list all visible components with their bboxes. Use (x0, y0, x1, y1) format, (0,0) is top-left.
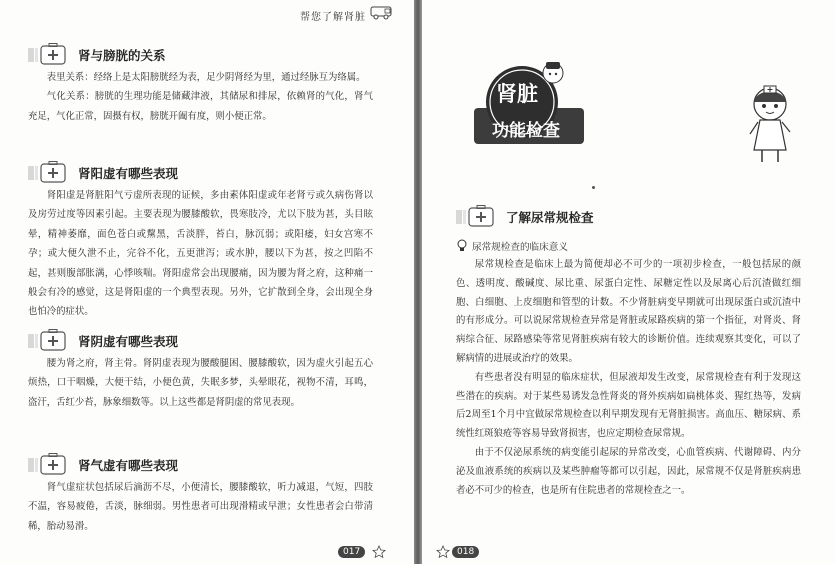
nurse-cartoon-icon (740, 82, 800, 164)
section-kidney-qi-deficiency (28, 452, 373, 536)
first-aid-kit-icon (28, 43, 72, 67)
lightbulb-icon (456, 239, 468, 253)
section-title: 肾与膀胱的关系 (28, 42, 373, 68)
running-header: 帮您了解肾脏 (300, 12, 366, 23)
doctor-cap-icon (540, 58, 566, 84)
paragraph: 表里关系：经络上是太阳膀胱经为表，足少阴肾经为里，通过经脉互为络属。 (46, 72, 366, 83)
star-icon (436, 545, 450, 559)
paragraph: 肾阳虚是肾脏阳气亏虚所表现的证候，多由素体阳虚或年老肾亏或久病伤肾以及房劳过度等因素引起。主要表现为腰膝酸软，畏寒肢冷，尤以下肢为甚，头目眩晕，精神萎靡，面色苍白或黧黑，舌淡胖，苔白，脉沉弱；或阳痿，妇女宫寒不孕；或大便久泄不止，完谷不化，五更泄泻；或水肿，腰以下为甚，按之凹陷不起，甚则腹部胀满，心悸咳喘。肾阳虚常会出现腰痛，因为腰为肾之府，这种痛一般会有冷的感觉，这是肾阳虚的一个典型表现。另外，它扩散到全身，会出现全身也怕冷的症状。 (28, 190, 373, 318)
left-page (0, 0, 414, 564)
first-aid-kit-icon (28, 329, 72, 353)
section-kidney-bladder (28, 42, 373, 126)
decorative-dot (592, 186, 595, 189)
sub-heading: 尿常规检查的临床意义 (456, 236, 801, 256)
section-title: 肾阴虚有哪些表现 (28, 328, 373, 354)
paragraph: 有些患者没有明显的临床症状，但尿液却发生改变，尿常规检查有利于发现这些潜在的疾病。对于某些易诱发急性肾炎的肾外疾病如扁桃体炎、猩红热等，发病后2周至1个月中宜做尿常规检查以利早期发现有无肾脏损害。高血压、糖尿病、系统性红斑狼疮等容易导致肾损害，也应定期检查尿常规。 (456, 371, 801, 440)
van-icon (370, 4, 396, 20)
paragraph: 由于不仅泌尿系统的病变能引起尿的异常改变，心血管疾病、代谢障碍、内分泌及血液系统的疾病以及某些肿瘤等都可以引起，因此，尿常规不仅是肾脏疾病患者必不可少的检查，也是所有住院患者的常规检查之一。 (456, 446, 801, 496)
star-icon (372, 545, 386, 559)
chapter-subtitle: 功能检查 (492, 121, 560, 141)
paragraph: 气化关系：膀胱的生理功能是储藏津液，其储尿和排尿，依赖肾的气化，肾气充足，气化正常，固摄有权，膀胱开阖有度，则小便正常。 (28, 91, 373, 122)
section-title: 了解尿常规检查 (456, 204, 801, 230)
book-spine (414, 0, 422, 564)
page-number: 018 (452, 546, 479, 558)
page-number: 017 (338, 546, 365, 558)
section-urinalysis (456, 204, 801, 500)
right-page (422, 0, 835, 564)
section-title: 肾阳虚有哪些表现 (28, 160, 373, 186)
paragraph: 肾气虚症状包括尿后滴沥不尽，小便清长，腰膝酸软，听力减退，气短，四肢不温，容易疲倦，舌淡，脉细弱。男性患者可出现滑精或早泄；女性患者会白带清稀，胎动易滑。 (28, 482, 373, 532)
first-aid-kit-icon (456, 205, 500, 229)
chapter-title: 肾脏 (496, 82, 538, 106)
paragraph: 尿常规检查是临床上最为简便却必不可少的一项初步检查，一般包括尿的颜色、透明度、酸碱度、尿比重、尿蛋白定性、尿糖定性以及尿离心后沉渣做红细胞、白细胞、上皮细胞和管型的计数。不少肾脏病变早期就可出现尿蛋白或沉渣中的有形成分。可以说尿常规检查异常是肾脏或尿路疾病的第一个指征，对肾炎、肾病综合征、尿路感染等常见肾脏疾病有较大的诊断价值。连续观察其变化，可以了解病情的进展或治疗的效果。 (456, 259, 801, 364)
section-kidney-yin-deficiency (28, 328, 373, 412)
paragraph: 腰为肾之府，肾主骨。肾阴虚表现为腰酸腿困、腰膝酸软，因为虚火引起五心烦热，口干咽燥，大便干结，小便色黄，失眠多梦，头晕眼花，视物不清，耳鸣，盗汗，舌红少苔，脉象细数等。以上这些都是肾阴虚的常见表现。 (28, 358, 373, 408)
section-kidney-yang-deficiency (28, 160, 373, 322)
section-title: 肾气虚有哪些表现 (28, 452, 373, 478)
first-aid-kit-icon (28, 161, 72, 185)
first-aid-kit-icon (28, 453, 72, 477)
